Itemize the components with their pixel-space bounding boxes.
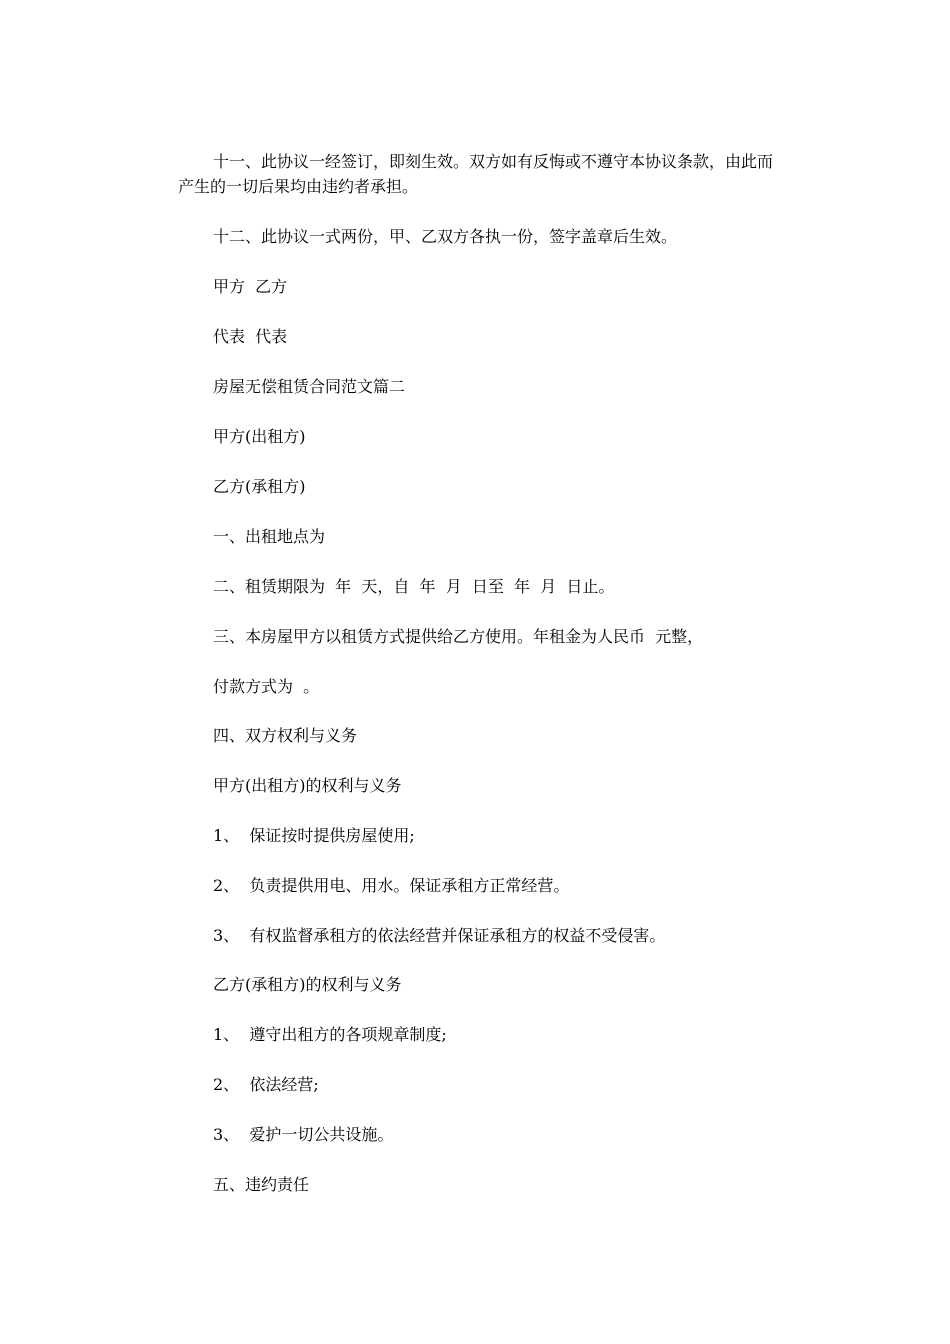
article-2: 二、租赁期限为 年 天，自 年 月 日至 年 月 日止。 [213,577,615,596]
lessor-heading: 甲方(出租方)的权利与义务 [213,776,402,795]
lessee-item-3: 3、 爱护一切公共设施。 [213,1125,394,1144]
section-heading: 房屋无偿租赁合同范文篇二 [213,377,406,396]
article-4: 四、双方权利与义务 [213,726,358,745]
payment-method: 付款方式为 。 [213,677,320,696]
party-a-line: 甲方(出租方) [213,427,306,446]
article-5: 五、违约责任 [213,1175,310,1194]
lessee-heading: 乙方(承租方)的权利与义务 [213,975,402,994]
representative-line: 代表 代表 [213,327,288,346]
article-1: 一、出租地点为 [213,527,326,546]
party-b-line: 乙方(承租方) [213,477,306,496]
clause-12: 十二、此协议一式两份，甲、乙双方各执一份，签字盖章后生效。 [213,227,678,246]
party-line: 甲方 乙方 [213,277,288,296]
lessor-item-3: 3、 有权监督承租方的依法经营并保证承租方的权益不受侵害。 [213,926,666,945]
lessor-item-2: 2、 负责提供用电、用水。保证承租方正常经营。 [213,876,570,895]
lessor-item-1: 1、 保证按时提供房屋使用; [213,826,415,845]
article-3: 三、本房屋甲方以租赁方式提供给乙方使用。年租金为人民币 元整， [213,627,704,646]
lessee-item-1: 1、 遵守出租方的各项规章制度; [213,1025,447,1044]
clause-11: 十一、此协议一经签订，即刻生效。双方如有反悔或不遵守本协议条款，由此而产生的一切后果均由违约者承担。 [178,152,774,196]
lessee-item-2: 2、 依法经营; [213,1075,319,1094]
